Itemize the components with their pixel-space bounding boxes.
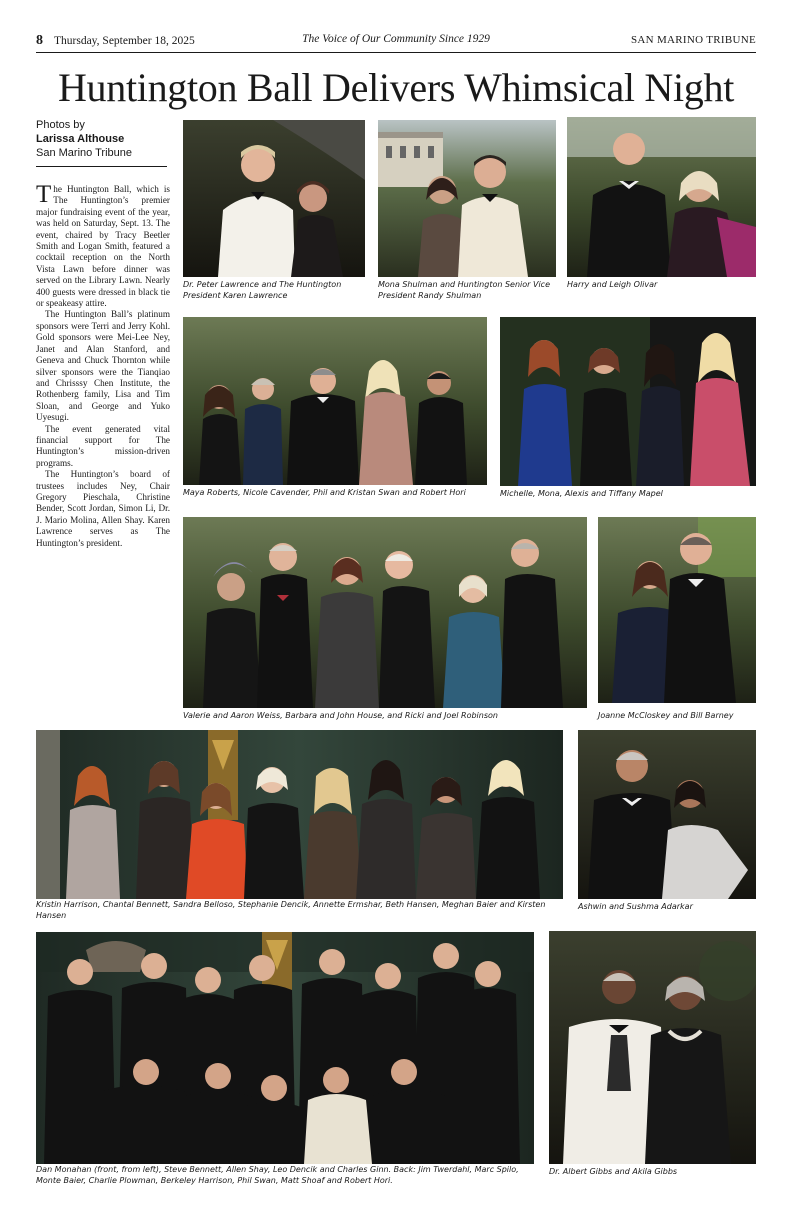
photo-mapel bbox=[500, 317, 756, 486]
photo-caption: Michelle, Mona, Alexis and Tiffany Mapel bbox=[500, 489, 663, 498]
photo-weiss-house-robinson bbox=[183, 517, 587, 708]
article-paragraph: The event generated vital financial support for The Huntington’s mission-driven programs. bbox=[36, 423, 170, 468]
photo-caption: Dan Monahan (front, from left), Steve Bennett, Allen Shay, Leo Dencik and Charles Ginn. Back: Jim Twerdahl, Marc Spilo, Monte Baier, Charlie Plowman, Berkeley Harrison, Phil Swan, Matt Shoaf and Robert Hori. bbox=[36, 1165, 519, 1185]
photographer-name: Larissa Althouse bbox=[36, 133, 125, 145]
header-rule bbox=[36, 52, 756, 53]
photo-adarkar bbox=[578, 730, 756, 899]
photo-olivar bbox=[567, 117, 756, 277]
photographer-outlet: San Marino Tribune bbox=[36, 147, 132, 159]
photo-caption: Ashwin and Sushma Adarkar bbox=[578, 902, 693, 911]
byline-label: Photos by bbox=[36, 119, 85, 131]
article-paragraph: The Huntington’s board of trustees includes Ney, Chair Gregory Pieschala, Christine Bender, Scott Jordan, Simon Li, Dr. J. Mario Molina, Allen Shay. Karen Lawrence serves as The Huntington’s president. bbox=[36, 469, 170, 548]
photo-lawrence bbox=[183, 120, 365, 277]
photo-swan-group bbox=[183, 317, 487, 485]
photo-shulman bbox=[378, 120, 556, 277]
photo-caption: Joanne McCloskey and Bill Barney bbox=[598, 711, 734, 720]
headline: Huntington Ball Delivers Whimsical Night bbox=[57, 65, 735, 110]
article-paragraph: The Huntington Ball’s platinum sponsors were Terri and Jerry Kohl. Gold sponsors were Mei-Lee Ney, Janet and Alan Stanford, and Geneva and Chuck Thornton while silver sponsors were the Tianqiao and Chrisssy Chen Institute, the Rothenberg family, Lisa and Tim Sloan, and George and Yuko Uyesugi. bbox=[36, 309, 170, 423]
article-paragraph: The Huntington Ball, which is The Huntington’s premier major fundraising event of the year, was held on Saturday, Sept. 13. The event, chaired by Tracy Beetler Smith and Logan Smith, featured a cocktail reception on the North Vista Lawn before dinner was served on the Library Lawn. Nearly 400 guests were dressed in black tie or speakeasy attire. bbox=[36, 181, 170, 309]
photo-caption: Dr. Albert Gibbs and Akila Gibbs bbox=[549, 1167, 678, 1176]
dropcap: T bbox=[36, 181, 52, 208]
photo-caption: Valerie and Aaron Weiss, Barbara and John House, and Ricki and Joel Robinson bbox=[183, 711, 498, 720]
photo-caption: Mona Shulman and Huntington Senior Vice President Randy Shulman bbox=[378, 280, 550, 300]
photo-caption: Harry and Leigh Olivar bbox=[567, 280, 658, 289]
page-number: 8 bbox=[36, 33, 43, 48]
photo-caption: Dr. Peter Lawrence and The Huntington President Karen Lawrence bbox=[183, 280, 342, 300]
article-body bbox=[36, 181, 170, 549]
byline bbox=[36, 118, 168, 160]
photo-caption: Kristin Harrison, Chantal Bennett, Sandra Belloso, Stephanie Dencik, Annette Ermshar, Beth Hansen, Meghan Baier and Kirsten Hansen bbox=[36, 900, 546, 920]
issue-date: Thursday, September 18, 2025 bbox=[54, 35, 195, 47]
photo-caption: Maya Roberts, Nicole Cavender, Phil and Kristan Swan and Robert Hori bbox=[183, 488, 466, 497]
photo-mccloskey-barney bbox=[598, 517, 756, 703]
paper-name: SAN MARINO TRIBUNE bbox=[631, 34, 756, 46]
photo-men-group bbox=[36, 932, 534, 1164]
byline-rule bbox=[36, 166, 167, 167]
photo-gibbs bbox=[549, 931, 756, 1164]
paper-slogan: The Voice of Our Community Since 1929 bbox=[302, 33, 490, 45]
photo-women-group bbox=[36, 730, 563, 899]
